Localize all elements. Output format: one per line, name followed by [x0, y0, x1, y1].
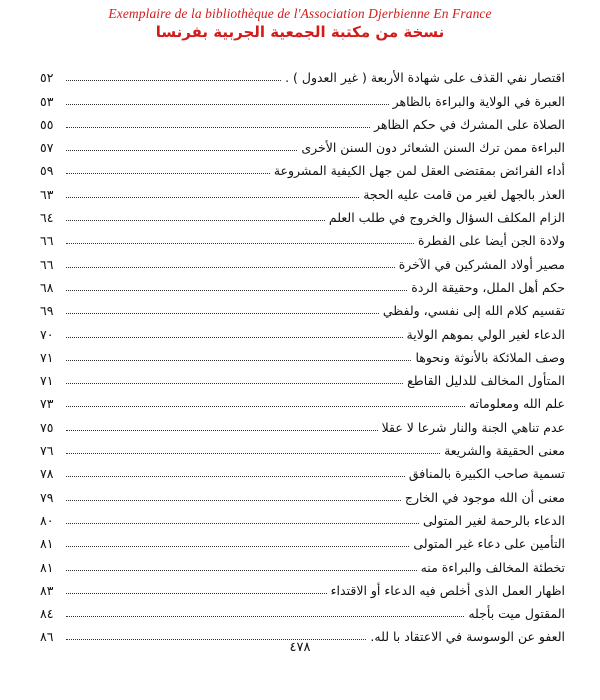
toc-entry-title: الزام المكلف السؤال والخروج في طلب العلم — [328, 210, 565, 226]
toc-entry — [40, 388, 565, 411]
toc-entry — [40, 318, 565, 341]
toc-entry — [40, 598, 565, 621]
toc-entry — [40, 411, 565, 434]
toc-entry-page: ٦٦ — [40, 256, 54, 272]
toc-entry — [40, 85, 565, 108]
toc-entry-page: ٧٥ — [40, 419, 54, 435]
toc-entry-page: ٥٢ — [40, 70, 54, 86]
toc-entry-title: تقسيم كلام الله إلى نفسي، ولفظي — [382, 303, 565, 319]
library-stamp — [0, 6, 600, 42]
toc-entry-page: ٧١ — [40, 373, 54, 389]
library-stamp-arabic: نسخة من مكتبة الجمعية الجربية بفرنسا — [155, 23, 445, 41]
toc-entry-page: ٨٦ — [40, 629, 54, 645]
dot-leader — [66, 616, 464, 617]
dot-leader — [66, 546, 409, 547]
toc-entry-title: المقتول ميت بأجله — [468, 606, 565, 622]
toc-entry-title: الدعاء بالرحمة لغير المتولى — [422, 512, 565, 528]
toc-entry-title: وصف الملائكة بالأنوثة ونحوها — [415, 349, 565, 365]
toc-entry-page: ٦٦ — [40, 233, 54, 249]
dot-leader — [66, 127, 370, 128]
library-stamp-french: Exemplaire de la bibliothèque de l'Association Djerbienne En France — [108, 6, 492, 21]
toc-entry-page: ٨٤ — [40, 606, 54, 622]
toc-entry — [40, 178, 565, 201]
toc-entry-page: ٨٠ — [40, 512, 54, 528]
toc-entry-title: العفو عن الوسوسة في الاعتقاد با لله. — [370, 629, 565, 645]
dot-leader — [66, 80, 281, 81]
toc-entry-title: مصير أولاد المشركين في الآخرة — [398, 256, 565, 272]
table-of-contents — [40, 62, 565, 644]
dot-leader — [66, 290, 407, 291]
dot-leader — [66, 337, 403, 338]
toc-entry-page: ٧٠ — [40, 326, 54, 342]
toc-entry-page: ٨١ — [40, 559, 54, 575]
toc-entry — [40, 272, 565, 295]
dot-leader — [66, 476, 405, 477]
dot-leader — [66, 383, 403, 384]
toc-entry — [40, 481, 565, 504]
toc-entry — [40, 528, 565, 551]
dot-leader — [66, 243, 414, 244]
toc-entry-title: معنى الحقيقة والشريعة — [444, 443, 565, 459]
dot-leader — [66, 267, 395, 268]
toc-entry — [40, 435, 565, 458]
toc-entry — [40, 62, 565, 85]
toc-entry — [40, 155, 565, 178]
toc-entry-title: اظهار العمل الذى أخلص فيه الدعاء أو الاقتداء — [330, 582, 565, 598]
toc-entry-page: ٧٨ — [40, 466, 54, 482]
dot-leader — [66, 173, 270, 174]
toc-entry-title: حكم أهل الملل، وحقيقة الردة — [411, 279, 565, 295]
dot-leader — [66, 593, 327, 594]
toc-entry-page: ٦٤ — [40, 210, 54, 226]
dot-leader — [66, 360, 411, 361]
toc-entry-page: ٧٣ — [40, 396, 54, 412]
toc-entry-page: ٥٧ — [40, 140, 54, 156]
toc-entry — [40, 202, 565, 225]
toc-entry — [40, 295, 565, 318]
toc-entry-page: ٦٨ — [40, 279, 54, 295]
toc-entry — [40, 575, 565, 598]
toc-entry-page: ٦٩ — [40, 303, 54, 319]
toc-entry-page: ٧١ — [40, 349, 54, 365]
toc-entry-title: التأمين على دعاء غير المتولى — [413, 536, 565, 552]
dot-leader — [66, 500, 401, 501]
toc-entry-page: ٧٦ — [40, 443, 54, 459]
toc-entry — [40, 132, 565, 155]
dot-leader — [66, 197, 359, 198]
dot-leader — [66, 220, 325, 221]
dot-leader — [66, 523, 419, 524]
toc-entry — [40, 365, 565, 388]
dot-leader — [66, 104, 389, 105]
toc-entry-title: العذر بالجهل لغير من قامت عليه الحجة — [363, 186, 565, 202]
toc-entry-page: ٥٥ — [40, 116, 54, 132]
toc-entry — [40, 458, 565, 481]
toc-entry-page: ٥٩ — [40, 163, 54, 179]
toc-entry-page: ٥٣ — [40, 93, 54, 109]
toc-entry — [40, 342, 565, 365]
toc-entry-title: تسمية صاحب الكبيرة بالمنافق — [408, 466, 565, 482]
dot-leader — [66, 406, 465, 407]
toc-entry-page: ٨١ — [40, 536, 54, 552]
toc-entry-title: أداء الفرائض بمقتضى العقل لمن جهل الكيفية المشروعة — [273, 163, 565, 179]
dot-leader — [66, 430, 378, 431]
toc-entry-title: ولادة الجن أيضا على الفطرة — [418, 233, 565, 249]
dot-leader — [66, 150, 297, 151]
toc-entry-page: ٦٣ — [40, 186, 54, 202]
toc-entry — [40, 109, 565, 132]
dot-leader — [66, 570, 417, 571]
toc-entry — [40, 225, 565, 248]
dot-leader — [66, 313, 379, 314]
dot-leader — [66, 453, 440, 454]
toc-entry-title: اقتصار نفي القذف على شهادة الأربعة ( غير العدول ) . — [285, 70, 565, 86]
toc-entry-title: عدم تناهي الجنة والنار شرعا لا عقلا — [381, 419, 565, 435]
toc-entry-title: الدعاء لغير الولي بموهم الولاية — [406, 326, 565, 342]
toc-entry-title: تخطئة المخالف والبراءة منه — [420, 559, 565, 575]
toc-entry-title: البراءة ممن ترك السنن الشعائر دون السنن الأخرى — [301, 140, 565, 156]
page-number: ٤٧٨ — [289, 640, 311, 655]
toc-entry-page: ٧٩ — [40, 489, 54, 505]
toc-entry-title: العبرة في الولاية والبراءة بالظاهر — [392, 93, 565, 109]
toc-entry-title: الصلاة على المشرك في حكم الظاهر — [373, 116, 565, 132]
toc-entry — [40, 248, 565, 271]
toc-entry-title: معنى أن الله موجود في الخارج — [404, 489, 565, 505]
toc-entry-title: علم الله ومعلوماته — [468, 396, 565, 412]
toc-entry-title: المتأول المخالف للدليل القاطع — [407, 373, 565, 389]
toc-entry-page: ٨٣ — [40, 582, 54, 598]
toc-entry — [40, 505, 565, 528]
toc-entry — [40, 551, 565, 574]
